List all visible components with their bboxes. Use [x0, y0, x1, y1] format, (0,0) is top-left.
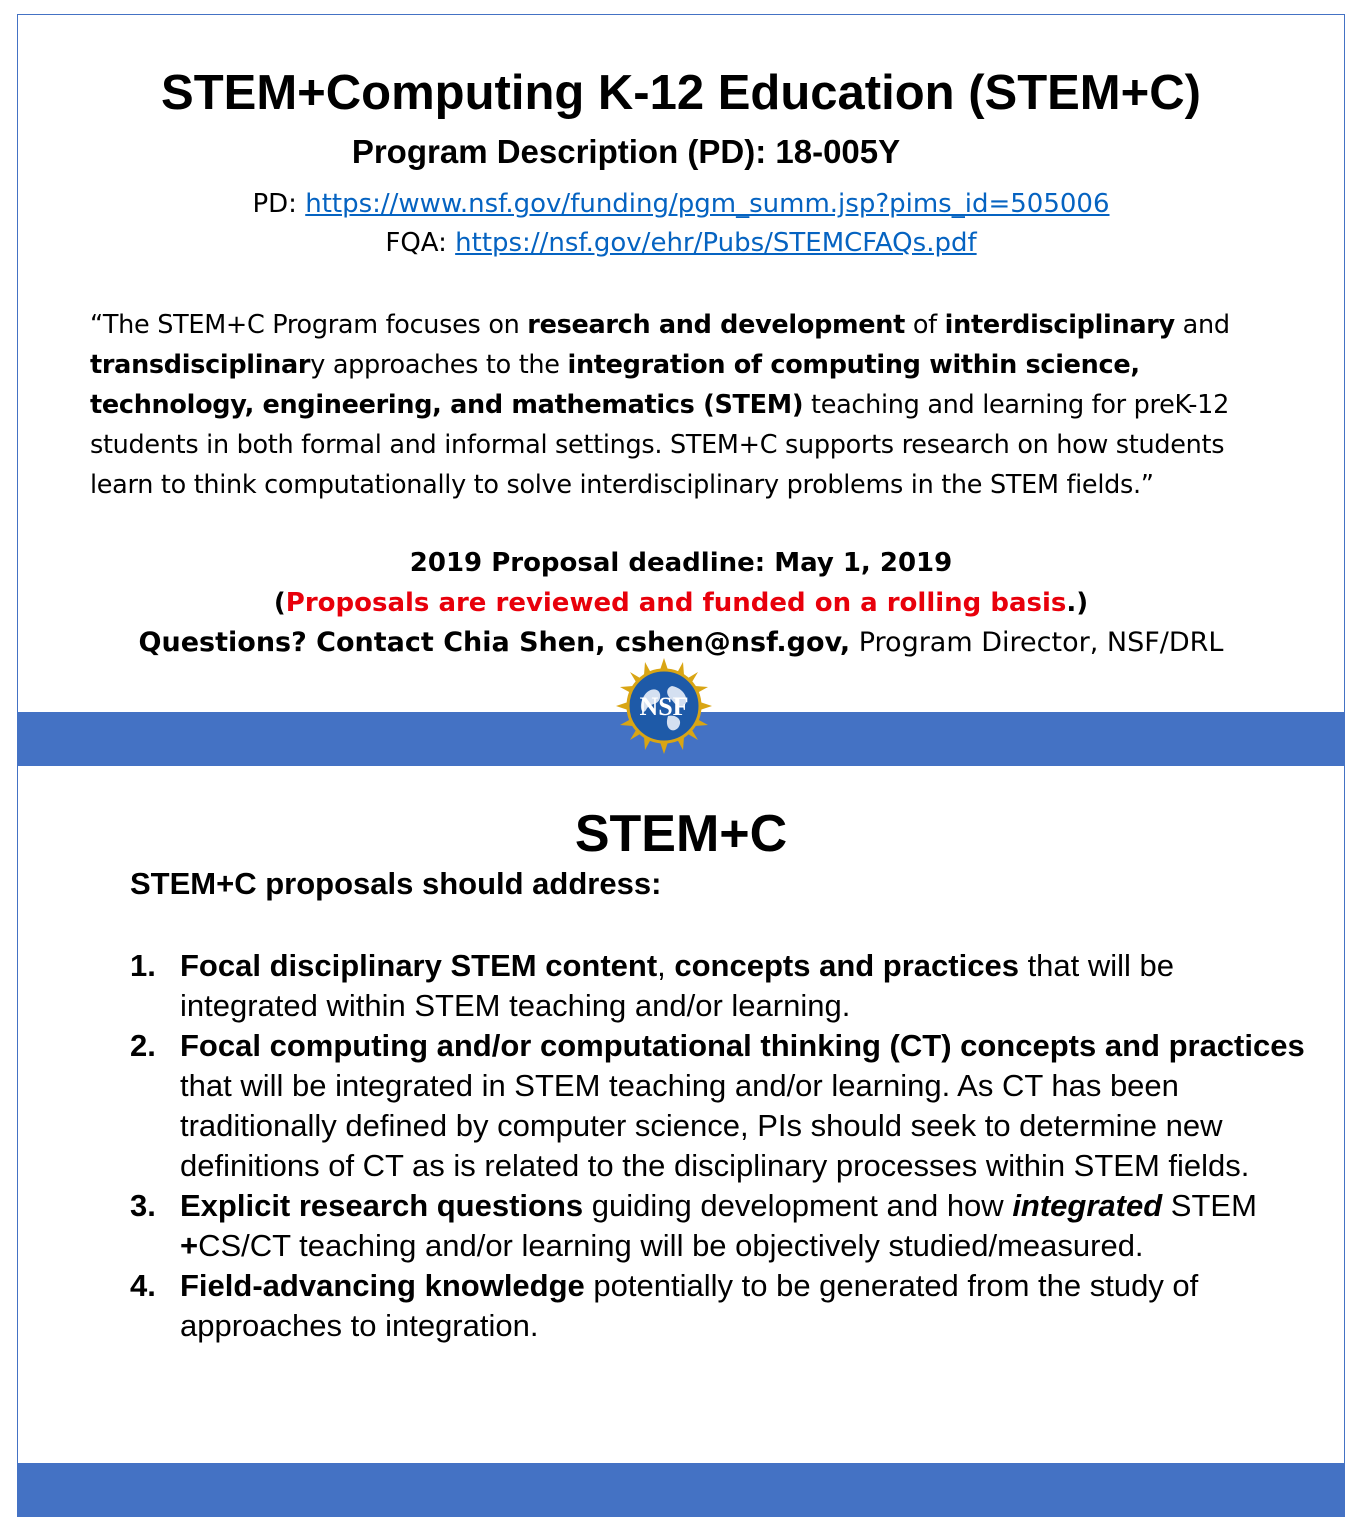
- list-item: 3. Explicit research questions guiding development and how integrated STEM +CS/CT teaching and/or learning will be objectively studied/measured.: [130, 1188, 1257, 1263]
- proposal-deadline: 2019 Proposal deadline: May 1, 2019: [409, 548, 953, 578]
- rolling-basis-note: (Proposals are reviewed and funded on a rolling basis.): [273, 588, 1089, 618]
- pd-link-line: [18, 189, 1344, 219]
- program-summary-slide: [17, 14, 1345, 766]
- page-title: STEM+Computing K-12 Education (STEM+C): [161, 66, 1201, 120]
- program-quote: “The STEM+C Program focuses on research and development of interdisciplinary and transdisciplinary approaches to the integration of computing within science, technology, engineering, and mathematics (STEM) teaching and learning for preK-12 students in both formal and informal settings. STEM+C supports research on how students learn to think computationally to solve interdisciplinary problems in the STEM fields.”: [90, 310, 1230, 500]
- requirements-list: [130, 946, 1310, 1346]
- program-description-number: Program Description (PD): 18-005Y: [351, 133, 901, 170]
- fqa-label: FQA:: [385, 228, 456, 258]
- list-item: 2. Focal computing and/or computational thinking (CT) concepts and practices that will be integrated in STEM teaching and/or learning. As CT has been traditionally defined by computer science, PIs should seek to determine new definitions of CT as is related to the disciplinary processes within STEM fields.: [130, 1028, 1305, 1183]
- section-title: STEM+C: [574, 805, 788, 863]
- requirements-intro: STEM+C proposals should address:: [130, 866, 662, 901]
- fqa-link[interactable]: https://nsf.gov/ehr/Pubs/STEMCFAQs.pdf: [455, 228, 977, 258]
- nsf-logo-icon: [614, 656, 714, 756]
- fqa-link-line: [18, 228, 1344, 258]
- svg-text:NSF: NSF: [639, 692, 689, 721]
- pd-label: PD:: [252, 189, 306, 219]
- list-item: 1. Focal disciplinary STEM content, concepts and practices that will be integrated within STEM teaching and/or learning.: [130, 948, 1175, 1023]
- contact-line: Questions? Contact Chia Shen, cshen@nsf.gov, Program Director, NSF/DRL: [138, 627, 1224, 658]
- footer-bar: [18, 1463, 1344, 1517]
- proposal-requirements-slide: [17, 765, 1345, 1517]
- pd-link[interactable]: https://www.nsf.gov/funding/pgm_summ.jsp?pims_id=505006: [305, 189, 1110, 219]
- list-item: 4. Field-advancing knowledge potentially to be generated from the study of approaches to integration.: [130, 1268, 1199, 1343]
